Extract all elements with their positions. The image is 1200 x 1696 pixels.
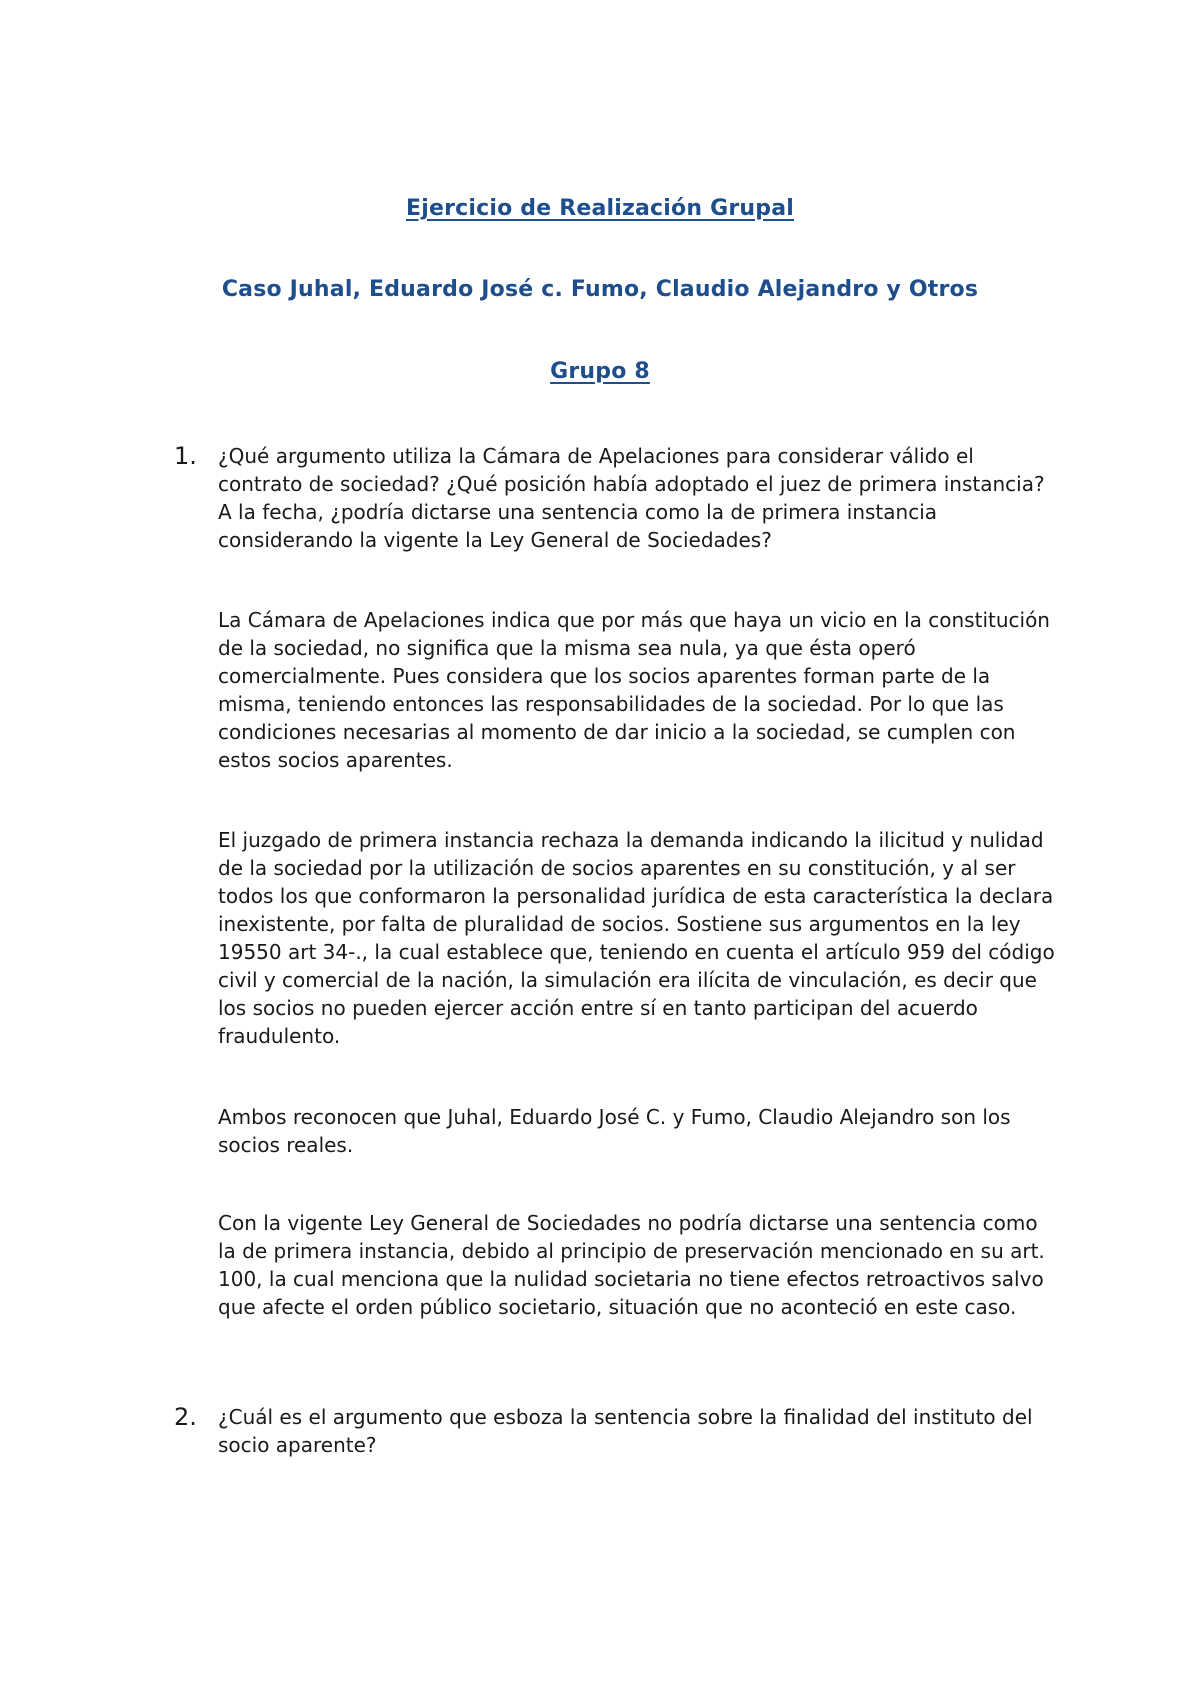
question-2 [174,1403,1054,1459]
case-title-text: Caso Juhal, Eduardo José c. Fumo, Claudio Alejandro y Otros [221,277,979,302]
answer-paragraph-2: El juzgado de primera instancia rechaza la demanda indicando la ilicitud y nulidad de la sociedad por la utilización de socios aparentes en su constitución, y al ser todos los que conformaron la personalidad jurídica de esta característica la declara inexistente, por falta de pluralidad de socios. Sostiene sus argumentos en la ley 19550 art 34-., la cual establece que, teniendo en cuenta el artículo 959 del código civil y comercial de la nación, la simulación era ilícita de vinculación, es decir que los socios no pueden ejercer acción entre sí en tanto participan del acuerdo fraudulento. [218,828,1055,1048]
answer-paragraph-4: Con la vigente Ley General de Sociedades no podría dictarse una sentencia como la de primera instancia, debido al principio de preservación mencionado en su art. 100, la cual menciona que la nulidad societaria no tiene efectos retroactivos salvo que afecte el orden público societario, situación que no aconteció en este caso. [218,1211,1045,1319]
document-title-text: Ejercicio de Realización Grupal [406,196,794,221]
answer-paragraph-3: Ambos reconocen que Juhal, Eduardo José C. y Fumo, Claudio Alejandro son los socios reales. [218,1105,1011,1157]
answer-paragraph-1: La Cámara de Apelaciones indica que por más que haya un vicio en la constitución de la sociedad, no significa que la misma sea nula, ya que ésta operó comercialmente. Pues considera que los socios aparentes forman parte de la misma, teniendo entonces las responsabilidades de la sociedad. Por lo que las condiciones necesarias al momento de dar inicio a la sociedad, se cumplen con estos socios aparentes. [218,608,1050,772]
question-text: ¿Cuál es el argumento que esboza la sentencia sobre la finalidad del instituto del socio aparente? [218,1405,1033,1457]
group-label [0,359,1200,384]
question-number: 2. [174,1403,197,1431]
question-1 [174,442,1054,554]
question-number: 1. [174,442,197,470]
question-text: ¿Qué argumento utiliza la Cámara de Apelaciones para considerar válido el contrato de sociedad? ¿Qué posición había adoptado el juez de primera instancia? A la fecha, ¿podría dictarse una sentencia como la de primera instancia considerando la vigente la Ley General de Sociedades? [218,444,1045,552]
group-label-text: Grupo 8 [550,359,650,384]
document-title [0,196,1200,221]
case-title [0,277,1200,302]
